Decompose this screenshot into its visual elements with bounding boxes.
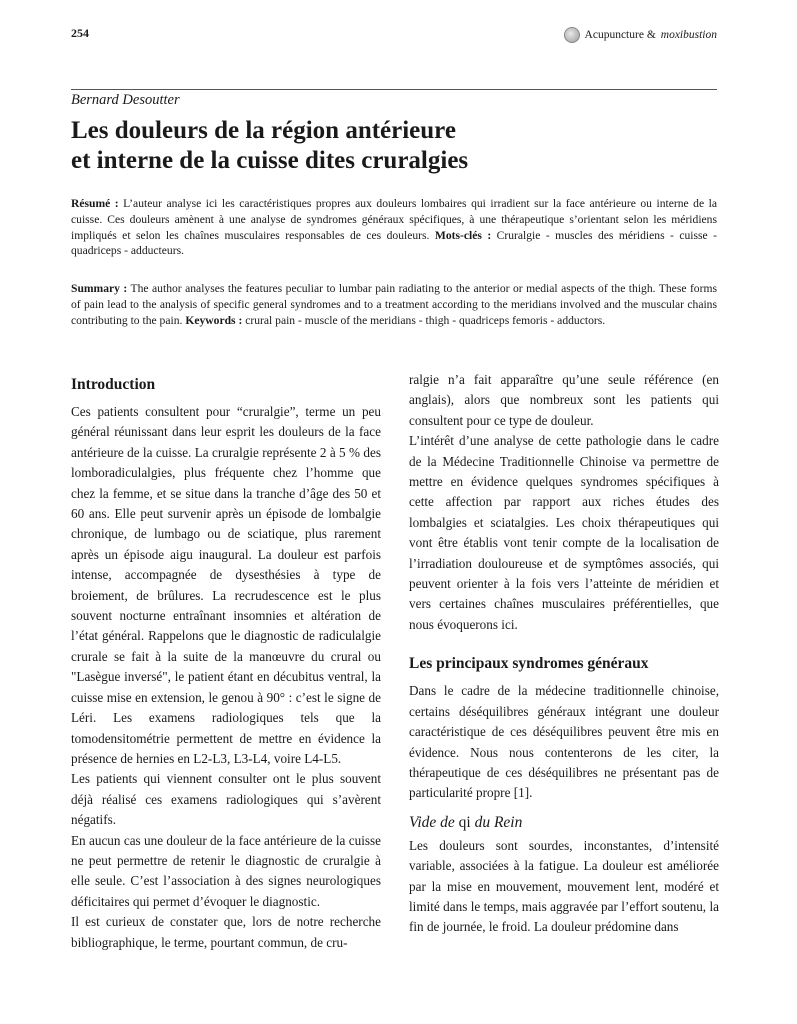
- resume-text: L’auteur analyse ici les caractéristiques propres aux douleurs lombaires qui irradient sur la face antérieure ou interne de la cuisse. Ces douleurs amènent à une analyse de syndromes généraux spécifiques, à une thérapeutique s’orientant selon les méridiens impliqués et selon les chaînes musculaires responsables de ces douleurs.: [71, 197, 717, 242]
- journal-name-suffix: moxibustion: [660, 29, 717, 41]
- intro-paragraph-3: En aucun cas une douleur de la face antérieure de la cuisse ne peut permettre de retenir le diagnostic de cruralgie à elle seule. C’est l’association à des signes neurologiques déficitaires qui permet d’évoquer le diagnostic.: [71, 832, 381, 909]
- page-number: 254: [71, 26, 89, 40]
- subheading-part-c: du Rein: [470, 813, 523, 831]
- journal-logo-icon: [564, 27, 580, 43]
- subheading-part-a: Vide de: [409, 813, 459, 831]
- intro-paragraph-1: Ces patients consultent pour “cruralgie”, terme un peu général réunissant dans leur esprit les douleurs de la face antérieure de la cuisse. La cruralgie représente 2 à 5 % des lomboradiculalgies, plus fréquente chez l’homme que chez la femme, et se situe dans la tranche d’âge des 50 et 60 ans. Elle peut survenir après un épisode de lombalgie chronique, de lumbago ou de sciatique, plus rarement après un épisode aigu inaugural. La douleur est parfois intense, accompagnée de dysesthésies à type de broiement, de brûlures. La recrudescence est le plus souvent nocturne entraînant insomnies et altération de l’état général. Rappelons que le diagnostic de radiculalgie crurale se fait à la suite de la manœuvre du crural ou "Lasègue inversé", le patient étant en décubitus ventral, la cuisse mise en extension, le genou à 90° : c’est le signe de Léri. Les examens radiologiques tels que la tomodensitométrie permettent de mettre en évidence la présence de hernies en L2-L3, L3-L4, voire L4-L5.: [71, 404, 381, 766]
- section-spacer: [409, 635, 719, 649]
- keywords-text: crural pain - muscle of the meridians - thigh - quadriceps femoris - adductors.: [242, 313, 606, 327]
- right-column: [409, 370, 719, 938]
- intro-paragraph-4: Il est curieux de constater que, lors de notre recherche bibliographique, le terme, pourtant commun, de cru-: [71, 914, 381, 950]
- resume-label: Résumé :: [71, 197, 119, 210]
- article-title: [71, 116, 731, 176]
- left-column: [71, 370, 381, 953]
- journal-name: [564, 27, 717, 43]
- subheading-qi: qi: [458, 813, 471, 831]
- syndromes-paragraph: Dans le cadre de la médecine traditionnelle chinoise, certains déséquilibres généraux intégrant une douleur caractéristique de ces déséquilibres peuvent être mis en évidence. Nous nous contenterons de les citer, la thérapeutique de ces déséquilibres ne présentant pas de particularité propre [1].: [409, 683, 719, 801]
- vide-qi-rein-subheading: [409, 812, 719, 834]
- running-header: [71, 24, 717, 46]
- title-line-2: et interne de la cuisse dites cruralgies: [71, 147, 469, 174]
- summary-text: The author analyses the features peculiar to lumbar pain radiating to the anterior or medial aspects of the thigh. These forms of pain lead to the analysis of specific general syndromes and to a treatment according to the meridians involved and the muscular chains contributing to the pain.: [71, 282, 717, 327]
- author-name: Bernard Desoutter: [71, 92, 180, 108]
- title-line-1: Les douleurs de la région antérieure: [71, 117, 456, 144]
- introduction-heading: Introduction: [71, 376, 156, 393]
- keywords-label: Keywords :: [185, 313, 243, 327]
- french-abstract: [71, 196, 717, 259]
- header-divider: [71, 89, 717, 90]
- syndromes-heading: Les principaux syndromes généraux: [409, 655, 649, 673]
- journal-name-prefix: Acupuncture &: [584, 29, 656, 41]
- english-summary: [71, 281, 717, 328]
- summary-label: Summary :: [71, 282, 128, 295]
- right-paragraph-1: ralgie n’a fait apparaître qu’une seule référence (en anglais), alors que nombreux sont les patients qui consultent pour ce type de douleur.: [409, 372, 719, 428]
- right-paragraph-2: L’intérêt d’une analyse de cette pathologie dans le cadre de la Médecine Traditionnelle Chinoise va permettre de mettre en évidence quelques syndromes spécifiques à cette affection par rapport aux riches études des lombalgies et sciatalgies. Les choix thérapeutiques qui vont être établis vont tenir compte de la localisation de l’irradiation douloureuse et de symptômes associés, qui peuvent orienter à la fois vers l’atteinte de méridien et vers certaines chaînes musculaires préférentielles, que nous évoquerons ici.: [409, 433, 719, 632]
- mots-cles-text: Cruralgie - muscles des méridiens - cuisse - quadriceps - adducteurs.: [71, 228, 717, 258]
- intro-paragraph-2: Les patients qui viennent consulter ont le plus souvent déjà réalisé ces examens radiologiques qui s’avèrent négatifs.: [71, 771, 381, 828]
- vide-qi-paragraph: Les douleurs sont sourdes, inconstantes, d’intensité variable, associées à la fatigue. La douleur est améliorée par la mise en mouvement, mouvement lent, modéré et limité dans le temps, mais aggravée par l’effort soutenu, la fin de journée, le froid. La douleur prédomine dans: [409, 837, 719, 935]
- mots-cles-label: Mots-clés :: [434, 228, 492, 242]
